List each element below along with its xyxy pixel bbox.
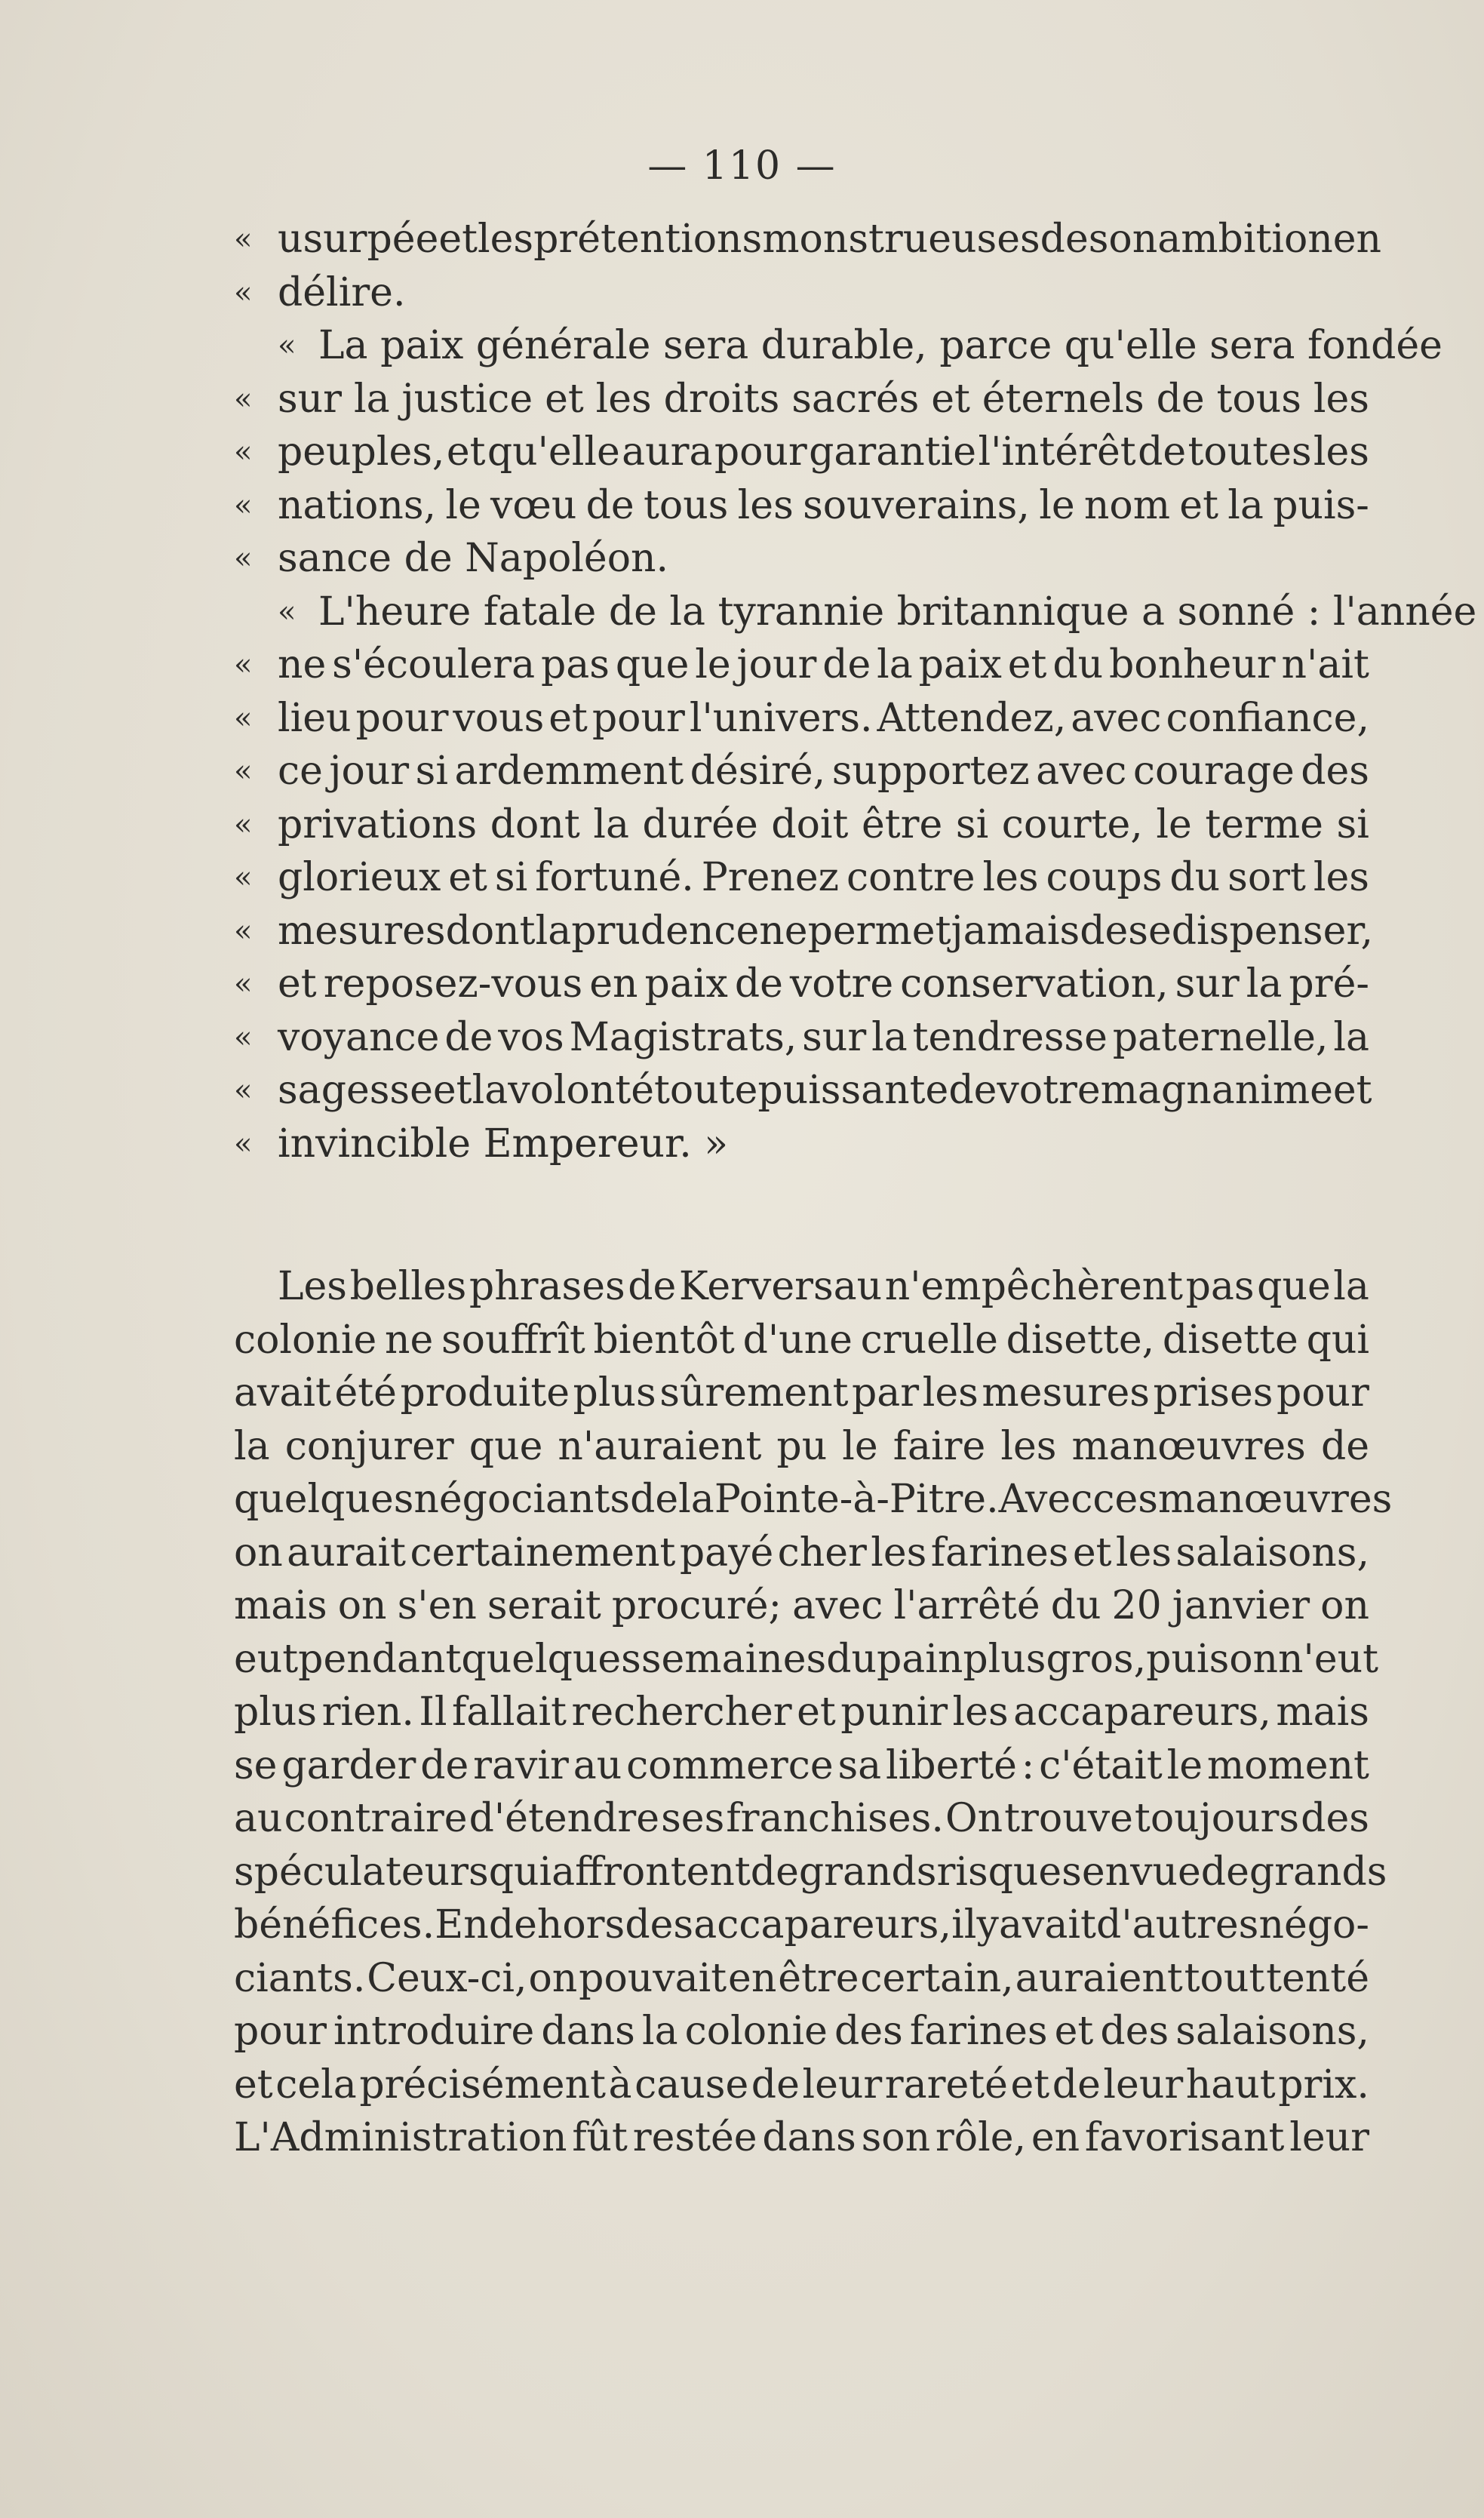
quote-line-text: invincible Empereur. »	[278, 1121, 729, 1167]
guillemet: «	[234, 541, 253, 576]
paragraph-line	[234, 1686, 1369, 1739]
paragraph-line	[234, 1314, 1369, 1367]
quote-line	[234, 479, 1369, 533]
paragraph-line-text: se garder de ravir au commerce sa liberté : c'était le moment	[234, 1742, 1369, 1788]
guillemet: «	[278, 594, 296, 629]
quote-line	[234, 798, 1369, 852]
quote-line	[234, 692, 1369, 746]
paragraph-line-text: bénéfices. En dehors des accapareurs, il y avait d'autres négo-	[234, 1902, 1369, 1948]
paragraph-line	[234, 1739, 1369, 1793]
paragraph-block	[234, 1260, 1393, 2165]
paragraph-line	[234, 1898, 1369, 1952]
guillemet: «	[234, 967, 253, 1001]
paragraph-line	[234, 1792, 1369, 1846]
quote-line	[234, 426, 1369, 479]
quote-line	[234, 958, 1369, 1011]
paragraph-line-text: au contraire d'étendre ses franchises. On trouve toujours des	[234, 1796, 1369, 1841]
guillemet: «	[234, 1126, 253, 1161]
paragraph-line-text: pour introduire dans la colonie des farines et des salaisons,	[234, 2009, 1369, 2054]
paragraph-line	[234, 1367, 1369, 1420]
quote-line	[234, 319, 1443, 373]
quote-line	[234, 213, 1382, 266]
guillemet: «	[234, 222, 253, 257]
quote-line	[234, 1011, 1369, 1065]
quote-line	[234, 1118, 1369, 1171]
guillemet: «	[234, 807, 253, 842]
quote-line-text: lieu pour vous et pour l'univers. Attendez, avec confiance,	[278, 695, 1369, 741]
paragraph-line-text: L'Administration fût restée dans son rôle, en favorisant leur	[234, 2115, 1369, 2160]
paragraph-line	[234, 1633, 1378, 1686]
quote-line-text: ne s'écoulera pas que le jour de la paix et du bonheur n'ait	[278, 642, 1369, 687]
guillemet: «	[234, 435, 253, 469]
paragraph-line-text: eut pendant quelques semaines du pain plus gros, puis on n'eut	[234, 1636, 1378, 1682]
paragraph-line	[234, 1846, 1387, 1899]
quote-line-text: nations, le vœu de tous les souverains, le nom et la puis-	[278, 482, 1369, 528]
paragraph-line-text: avait été produite plus sûrement par les mesures prises pour	[234, 1370, 1369, 1416]
paragraph-line	[234, 1579, 1369, 1633]
quote-line-text: mesures dont la prudence ne permet jamais de se dispenser,	[278, 908, 1374, 954]
quote-line-text: L'heure fatale de la tyrannie britannique a sonné : l'année	[318, 589, 1477, 635]
quote-line	[234, 586, 1477, 639]
quote-line-text: privations dont la durée doit être si courte, le terme si	[278, 801, 1369, 847]
guillemet: «	[234, 381, 253, 417]
paragraph-line-text: spéculateurs qui affrontent de grands risques en vue de grands	[234, 1849, 1387, 1895]
quote-line	[234, 373, 1369, 426]
guillemet: «	[234, 1073, 253, 1108]
quote-line-text: peuples, et qu'elle aura pour garantie l'intérêt de toutes les	[278, 429, 1369, 475]
paragraph-line	[234, 1420, 1369, 1474]
paragraph-line-text: quelques négociants de la Pointe-à-Pitre. Avec ces manœuvres	[234, 1477, 1393, 1522]
quote-line-text: et reposez-vous en paix de votre conservation, sur la pré-	[278, 961, 1369, 1007]
paragraph-line	[234, 1473, 1393, 1526]
quote-line	[234, 745, 1369, 798]
paragraph-line	[234, 1260, 1369, 1314]
quotation-block	[234, 213, 1477, 1170]
quote-line-text: voyance de vos Magistrats, sur la tendresse paternelle, la	[278, 1014, 1369, 1060]
paragraph-line-text: plus rien. Il fallait rechercher et punir les accapareurs, mais	[234, 1689, 1369, 1735]
paragraph-line	[234, 2005, 1369, 2058]
guillemet: «	[278, 328, 296, 363]
paragraph-line-text: mais on s'en serait procuré; avec l'arrêté du 20 janvier on	[234, 1583, 1369, 1628]
paragraph-line-text: ciants. Ceux-ci, on pouvait en être certain, auraient tout tenté	[234, 1955, 1369, 2001]
quote-line-text: sance de Napoléon.	[278, 536, 669, 581]
paragraph-line-text: et cela précisément à cause de leur rareté et de leur haut prix.	[234, 2061, 1369, 2108]
guillemet: «	[234, 860, 253, 895]
paragraph-line	[234, 2058, 1369, 2112]
quote-line	[234, 638, 1369, 692]
guillemet: «	[234, 1019, 253, 1055]
quote-line	[234, 1064, 1372, 1118]
guillemet: «	[234, 754, 253, 789]
quote-line-text: délire.	[278, 269, 406, 315]
quote-line	[234, 532, 1369, 586]
quote-line-text: usurpée et les prétentions monstrueuses de son ambition en	[278, 217, 1382, 262]
guillemet: «	[234, 647, 253, 682]
page-number: — 110 —	[647, 143, 837, 189]
quote-line-text: sur la justice et les droits sacrés et éternels de tous les	[278, 376, 1369, 422]
guillemet: «	[234, 487, 253, 523]
guillemet: «	[234, 913, 253, 948]
quote-line-text: La paix générale sera durable, parce qu'elle sera fondée	[318, 323, 1443, 368]
paragraph-line-text: la conjurer que n'auraient pu le faire les manœuvres de	[234, 1423, 1369, 1469]
quote-line-text: sagesse et la volonté toute puissante de votre magnanime et	[278, 1068, 1372, 1113]
quote-line	[234, 266, 1369, 320]
paragraph-line-text: on aurait certainement payé cher les farines et les salaisons,	[234, 1530, 1369, 1576]
quote-line	[234, 905, 1374, 958]
paragraph-line-text: colonie ne souffrît bientôt d'une cruelle disette, disette qui	[234, 1317, 1369, 1363]
quote-line-text: ce jour si ardemment désiré, supportez avec courage des	[278, 749, 1369, 794]
paragraph-line-text: Les belles phrases de Kerversau n'empêchèrent pas que la	[278, 1264, 1369, 1309]
paragraph-line	[234, 1526, 1369, 1580]
paragraph-line	[234, 1952, 1369, 2006]
guillemet: «	[234, 700, 253, 736]
quote-line-text: glorieux et si fortuné. Prenez contre les coups du sort les	[278, 855, 1369, 900]
quote-line	[234, 851, 1369, 905]
guillemet: «	[234, 275, 253, 310]
paragraph-line	[234, 2111, 1369, 2165]
